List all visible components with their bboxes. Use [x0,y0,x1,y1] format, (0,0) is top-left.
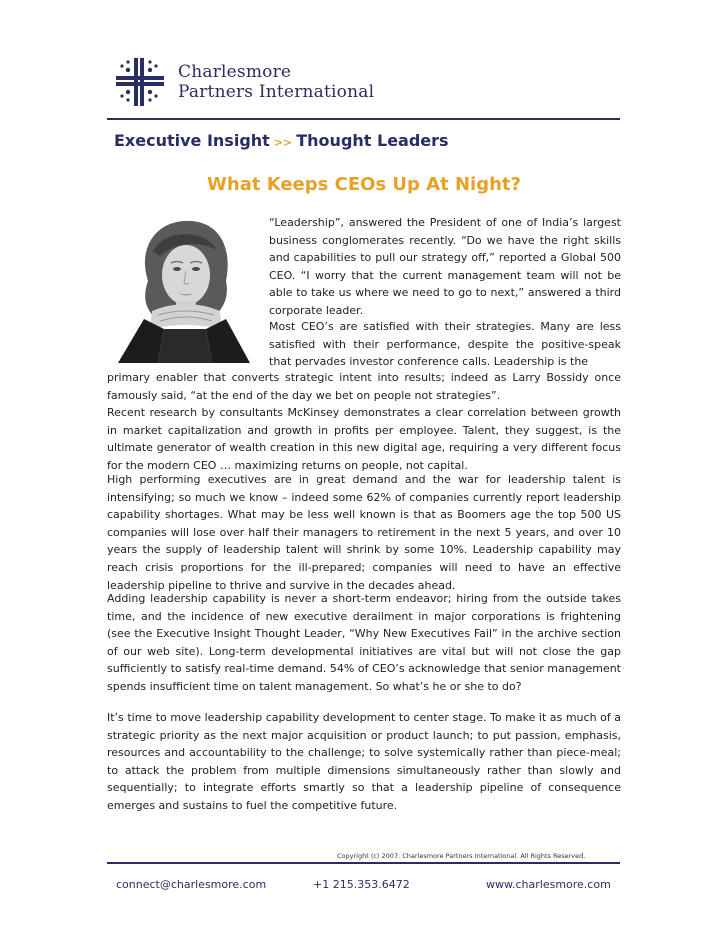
header-part2: Thought Leaders [296,131,449,150]
paragraph-3: Recent research by consultants McKinsey demonstrates a clear correlation between growth in market capitalization and growth in profits per employee. Talent, they suggest, is the ultimate generator of wealth creation in this new digital age, requiring a very different focus for the modern CEO … maximizing returns on people, not capital. [107,406,621,472]
footer-website-link[interactable]: www.charlesmore.com [486,878,611,891]
header-part1: Executive Insight [114,131,270,150]
paragraph-5: Adding leadership capability is never a short-term endeavor; hiring from the outside takes time, and the incidence of new executive derailment in major corporations is frightening (see the Executive Insight Thought Leader, “Why New Executives Fail” in the archive section of our web site). Long-term developmental initiatives are vital but will not close the gap sufficiently to satisfy real-time demand. 54% of CEO’s acknowledge that senior management spends insufficient time on talent management. So what’s he or she to do? [107,592,621,693]
header-separator: >> [273,136,293,149]
paragraph-6: It’s time to move leadership capability development to center stage. To make it as much of a strategic priority as the next major acquisition or product launch; to put passion, emphasis, resources and accountability to the challenge; to solve systemically rather than piece-meal; to attack the problem from multiple dimensions simultaneously rather than slowly and sequentially; to integrate efforts smartly so that a leadership pipeline of consequence emerges and sustains to fuel the competitive future. [107,711,621,812]
paragraph-2: Most CEO’s are satisfied with their strategies. Many are less satisfied with their performance, despite the positive-speak that pervades investor conference calls. Leadership is the [269,320,621,369]
logo-line2: Partners International [178,82,375,102]
footer-rule [107,862,620,864]
paragraph-2-continued: primary enabler that converts strategic intent into results; indeed as Larry Bossidy once famously said, “at the end of the day we bet on people not strategies”. [107,371,621,402]
article-title: What Keeps CEOs Up At Night? [207,174,521,195]
section-header [114,131,449,150]
paragraph-1: “Leadership”, answered the President of one of India’s largest business conglomerates recently. “Do we have the right skills and capabilities to pull our strategy off,” reported a Global 500 CEO. “I worry that the current management team will not be able to take us where we need to go to next,” answered a third corporate leader. [269,216,621,317]
paragraph-4: High performing executives are in great demand and the war for leadership talent is intensifying; so much we know – indeed some 62% of companies currently report leadership capability shortages. What may be less well known is that as Boomers age the top 500 US companies will lose over half their managers to retirement in the next 5 years, and over 10 years the supply of leadership talent will shrink by some 10%. Leadership capability may reach crisis proportions for the ill-prepared; companies will need to have an effective leadership pipeline to thrive and survive in the decades ahead. [107,473,621,592]
company-logo [114,56,384,106]
footer-email-link[interactable]: connect@charlesmore.com [116,878,267,891]
portrait-photo [108,211,260,363]
copyright-notice: Copyright (c) 2007. Charlesmore Partners International. All Rights Reserved. [337,852,586,860]
cross-dots-logo-icon [114,56,168,108]
header-rule [107,118,620,120]
footer-phone: +1 215.353.6472 [313,878,410,891]
logo-line1: Charlesmore [178,62,292,82]
